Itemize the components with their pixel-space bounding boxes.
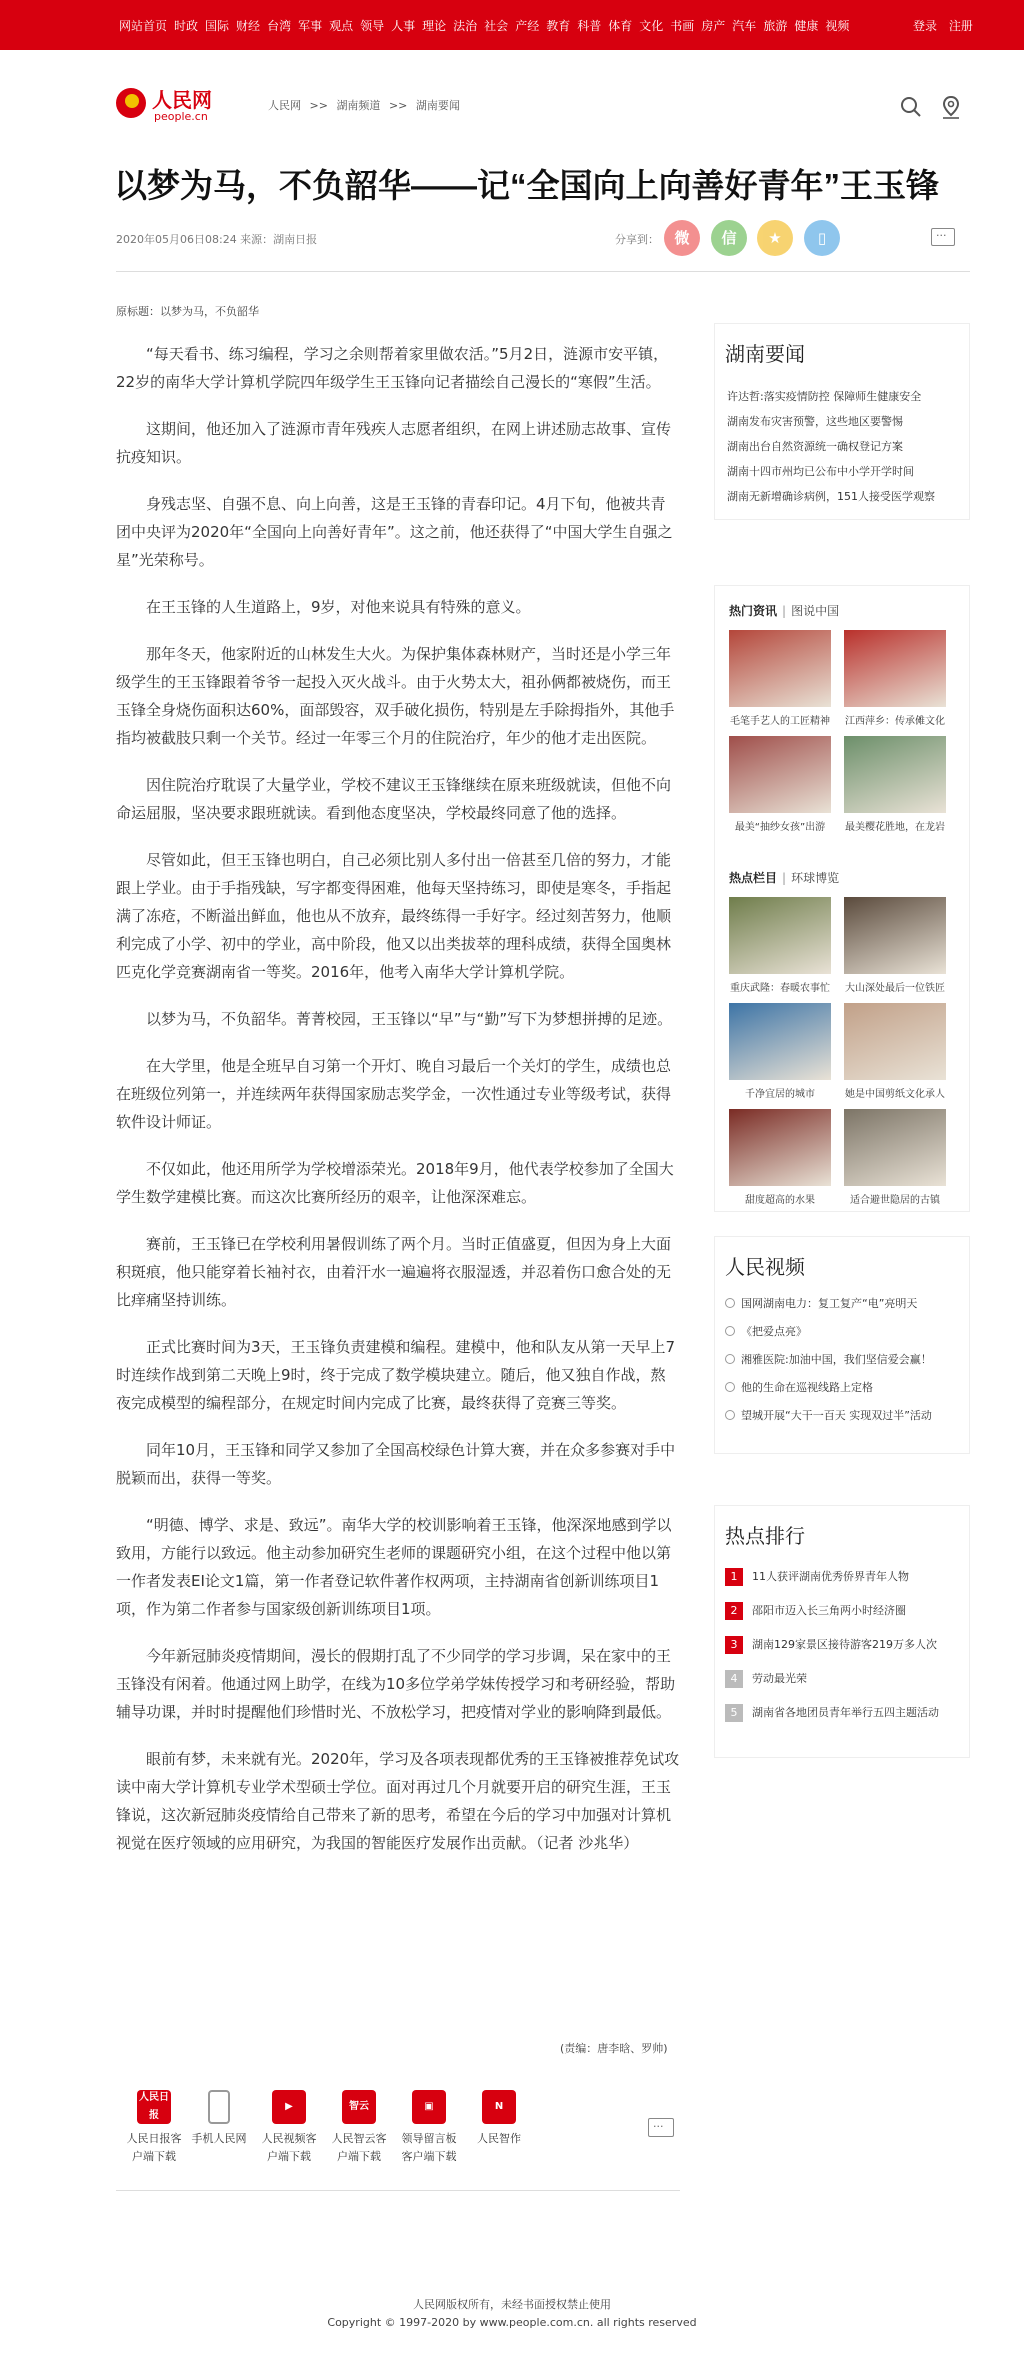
comment-icon[interactable]: [648, 2118, 674, 2137]
picture-item[interactable]: [844, 630, 946, 727]
location-icon[interactable]: [938, 94, 964, 120]
news-item[interactable]: 湖南无新增确诊病例，151人接受医学观察: [727, 490, 935, 503]
nav-link[interactable]: 社会: [484, 19, 509, 33]
app-icon: ▶: [272, 2090, 306, 2124]
article-paragraph: 以梦为马，不负韶华。菁菁校园，王玉锋以“早”与“勤”写下为梦想拼搏的足迹。: [146, 1010, 673, 1028]
tab-global-expo[interactable]: 环球博览: [791, 871, 840, 885]
top-nav-bar: [0, 0, 1024, 50]
copyright-notice: 人民网版权所有，未经书面授权禁止使用: [413, 2298, 611, 2311]
rank-item[interactable]: [715, 1594, 969, 1628]
app-label: 客户端下载: [401, 2150, 457, 2163]
video-item[interactable]: [715, 1374, 969, 1402]
article-paragraph: 这期间，他还加入了涟源市青年残疾人志愿者组织，在网上讲述励志故事、宣传抗疫知识。: [116, 420, 672, 466]
breadcrumb-separator: >>: [388, 99, 408, 112]
article-body: [116, 340, 680, 1876]
nav-link[interactable]: 文化: [639, 19, 664, 33]
app-label: 人民智云客: [331, 2132, 387, 2145]
rank-item-label: 劳动最光荣: [752, 1672, 807, 1685]
nav-link[interactable]: 时政: [174, 19, 199, 33]
play-circle-icon: [725, 1298, 735, 1308]
nav-link[interactable]: 教育: [546, 19, 571, 33]
article-paragraph: 那年冬天，他家附近的山林发生大火。为保护集体森林财产，当时还是小学三年级学生的王玉锋跟着爷爷一起投入灭火战斗。由于火势太大，祖孙俩都被烧伤，而王玉锋全身烧伤面积达60%，面部毁容，双手破化损伤，特别是左手除拇指外，其他手指均被截肢只剩一个关节。经过一年零三个月的住院治疗，年少的他才走出医院。: [116, 645, 675, 747]
thumbnail-image: [729, 630, 831, 707]
columns-tabs: 热点栏目 | 环球博览: [729, 871, 840, 885]
nav-link[interactable]: 财经: [236, 19, 261, 33]
share-wechat-icon[interactable]: 信: [711, 220, 747, 256]
share-label: 分享到：: [615, 233, 659, 246]
picture-item[interactable]: [844, 1109, 946, 1206]
nav-link[interactable]: 人事: [391, 19, 416, 33]
play-circle-icon: [725, 1410, 735, 1420]
nav-link[interactable]: 法治: [453, 19, 478, 33]
article-paragraph: 今年新冠肺炎疫情期间，漫长的假期打乱了不少同学的学习步调，呆在家中的王玉锋没有闲着。他通过网上助学，在线为10多位学弟学妹传授学习和考研经验，帮助辅导功课，并时时提醒他们珍惜时光、不放松学习，把疫情对学业的影响降到最低。: [116, 1647, 676, 1721]
nav-link[interactable]: 健康: [794, 19, 819, 33]
rank-item[interactable]: [715, 1560, 969, 1594]
article-paragraph: 身残志坚、自强不息、向上向善，这是王玉锋的青春印记。4月下旬，他被共青团中央评为2020年“全国向上向善好青年”。这之前，他还获得了“中国大学生自强之星”光荣称号。: [116, 495, 673, 569]
video-item[interactable]: [715, 1318, 969, 1346]
app-label: 人民智作: [477, 2132, 521, 2145]
app-download-link[interactable]: [188, 2090, 250, 2148]
thumbnail-image: [844, 1003, 946, 1080]
article-paragraph: “每天看书、练习编程，学习之余则帮着家里做农活。”5月2日，涟源市安平镇，22岁的南华大学计算机学院四年级学生王玉锋向记者描绘自己漫长的“寒假”生活。: [116, 345, 669, 391]
thumbnail-image: [729, 1003, 831, 1080]
thumbnail-caption: 甜度超高的水果: [745, 1195, 815, 1206]
app-label: 领导留言板: [401, 2132, 457, 2145]
app-label: 手机人民网: [191, 2132, 247, 2145]
thumbnail-caption: 大山深处最后一位铁匠: [845, 983, 945, 994]
video-item-label: 望城开展“大干一百天 实现双过半”活动: [741, 1409, 932, 1422]
rank-item[interactable]: [715, 1696, 969, 1730]
thumbnail-caption: 她是中国剪纸文化承人: [845, 1089, 945, 1100]
nav-link[interactable]: 台湾: [267, 19, 292, 33]
auth-links: [905, 17, 973, 34]
rank-item-label: 湖南129家景区接待游客219万多人次: [752, 1638, 937, 1651]
rank-number: 4: [725, 1670, 743, 1688]
people-video-box: [714, 1236, 970, 1454]
article-paragraph: 不仅如此，他还用所学为学校增添荣光。2018年9月，他代表学校参加了全国大学生数学建模比赛。而这次比赛所经历的艰辛，让他深深难忘。: [116, 1160, 674, 1206]
article-title: 以梦为马，不负韶华——记“全国向上向善好青年”王玉锋: [114, 167, 939, 204]
logo-mark-icon: [116, 88, 146, 118]
ranking-title: 热点排行: [725, 1524, 805, 1548]
app-label: 人民视频客: [261, 2132, 317, 2145]
tab-hot-columns[interactable]: 热点栏目: [729, 871, 778, 885]
original-title: 原标题：以梦为马，不负韶华: [116, 305, 259, 318]
breadcrumb: [268, 97, 465, 113]
thumbnail-image: [844, 1109, 946, 1186]
nav-link[interactable]: 科普: [577, 19, 602, 33]
app-download-link[interactable]: [123, 2090, 185, 2166]
video-item-label: 国网湖南电力：复工复产“电”亮明天: [741, 1297, 918, 1310]
hunan-news-title: 湖南要闻: [725, 342, 805, 366]
people-logo[interactable]: [116, 82, 228, 126]
app-icon: N: [482, 2090, 516, 2124]
app-icon: [208, 2090, 230, 2124]
thumbnail-caption: 适合避世隐居的古镇: [850, 1195, 940, 1206]
breadcrumb-section[interactable]: 湖南要闻: [415, 99, 460, 112]
hunan-news-box: [714, 323, 970, 520]
thumbnail-caption: 毛笔手艺人的工匠精神: [730, 716, 830, 727]
thumbnail-image: [729, 897, 831, 974]
nav-link[interactable]: 领导: [360, 19, 385, 33]
share-weibo-icon[interactable]: 微: [664, 220, 700, 256]
editor-credit: (责编：唐李晗、罗帅): [560, 2042, 668, 2055]
thumbnail-image: [844, 630, 946, 707]
article-paragraph: 正式比赛时间为3天，王玉锋负责建模和编程。建模中，他和队友从第一天早上7时连续作战到第二天晚上9时，终于完成了数学模块建立。随后，他又独自作战，熬夜完成模型的编程部分，在规定时间内完成了比赛，最终获得了竞赛三等奖。: [116, 1338, 676, 1412]
nav-link[interactable]: 房产: [701, 19, 726, 33]
comment-icon[interactable]: [931, 228, 955, 246]
thumbnail-caption: 最美“抽纱女孩”出游: [734, 822, 826, 833]
video-item-label: 湘雅医院:加油中国，我们坚信爱会赢！: [741, 1353, 932, 1366]
rank-item-label: 11人获评湖南优秀侨界青年人物: [752, 1570, 909, 1583]
app-icon: 智云: [342, 2090, 376, 2124]
picture-item[interactable]: [844, 1003, 946, 1100]
picture-item[interactable]: [844, 897, 946, 994]
app-label: 户端下载: [132, 2150, 176, 2163]
app-label: 户端下载: [337, 2150, 381, 2163]
article-paragraph: 同年10月，王玉锋和同学又参加了全国高校绿色计算大赛，并在众多参赛对手中脱颖而出，获得一等奖。: [116, 1441, 676, 1487]
thumbnail-caption: 江西萍乡：传承傩文化: [845, 716, 945, 727]
thumbnail-image: [729, 1109, 831, 1186]
news-item[interactable]: 许达哲:落实疫情防控 保障师生健康安全: [727, 390, 922, 403]
video-item[interactable]: [715, 1402, 969, 1430]
register-link[interactable]: 注册: [948, 19, 973, 33]
thumbnail-caption: 最美樱花胜地，在龙岩: [845, 822, 945, 833]
rank-item-label: 湖南省各地团员青年举行五四主题活动: [752, 1706, 939, 1719]
video-item-label: 他的生命在巡视线路上定格: [741, 1381, 873, 1394]
share-qzone-icon[interactable]: ★: [757, 220, 793, 256]
hot-tabs: 热门资讯 | 图说中国: [729, 604, 840, 618]
nav-link[interactable]: 书画: [670, 19, 695, 33]
picture-item[interactable]: [729, 630, 831, 727]
rank-number: 1: [725, 1568, 743, 1586]
copyright-line: Copyright © 1997-2020 by www.people.com.cn. all rights reserved: [327, 2316, 697, 2329]
app-download-link[interactable]: [258, 2090, 320, 2166]
divider: [116, 271, 970, 272]
article-paragraph: 在大学里，他是全班早自习第一个开灯、晚自习最后一个关灯的学生，成绩也总在班级位列第一，并连续两年获得国家励志奖学金，一次性通过专业等级考试，获得软件设计师证。: [116, 1057, 672, 1131]
news-item[interactable]: 湖南出台自然资源统一确权登记方案: [727, 440, 903, 453]
picture-item[interactable]: [729, 897, 831, 994]
app-download-link[interactable]: [468, 2090, 530, 2148]
nav-link[interactable]: 军事: [298, 19, 323, 33]
nav-link[interactable]: 体育: [608, 19, 633, 33]
news-item[interactable]: 湖南发布灾害预警，这些地区要警惕: [727, 415, 903, 428]
rank-number: 5: [725, 1704, 743, 1722]
share-mobile-icon[interactable]: ▯: [804, 220, 840, 256]
picture-item[interactable]: [844, 736, 946, 833]
rank-item[interactable]: [715, 1628, 969, 1662]
video-item[interactable]: [715, 1346, 969, 1374]
video-item[interactable]: [715, 1290, 969, 1318]
app-download-link[interactable]: [398, 2090, 460, 2166]
nav-link[interactable]: 理论: [422, 19, 447, 33]
news-item[interactable]: 湖南十四市州均已公布中小学开学时间: [727, 465, 914, 478]
thumbnail-image: [729, 736, 831, 813]
logo-domain: people.cn: [154, 110, 208, 123]
play-circle-icon: [725, 1382, 735, 1392]
play-circle-icon: [725, 1326, 735, 1336]
rank-item-label: 邵阳市迈入长三角两小时经济圈: [752, 1604, 906, 1617]
article-paragraph: “明德、博学、求是、致远”。南华大学的校训影响着王玉锋，他深深地感到学以致用，方能行以致远。他主动参加研究生老师的课题研究小组，在这个过程中他以第一作者发表EI论文1篇，第一作者登记软件著作权两项，主持湖南省创新训练项目1项，作为第二作者参与国家级创新训练项目1项。: [116, 1516, 672, 1618]
breadcrumb-separator: >>: [309, 99, 328, 112]
channel-links: [119, 17, 856, 34]
hot-ranking-box: [714, 1505, 970, 1758]
article-paragraph: 尽管如此，但王玉锋也明白，自己必须比别人多付出一倍甚至几倍的努力，才能跟上学业。由于手指残缺，写字都变得困难，他每天坚持练习，即使是寒冬，手指起满了冻疮，不断溢出鲜血，他也从不放弃，最终练得一手好字。经过刻苦努力，他顺利完成了小学、初中的学业，高中阶段，他又以出类拔萃的理科成绩，获得全国奥林匹克化学竞赛湖南省一等奖。2016年，他考入南华大学计算机学院。: [116, 851, 672, 981]
rank-number: 2: [725, 1602, 743, 1620]
nav-link[interactable]: 观点: [329, 19, 354, 33]
article-paragraph: 在王玉锋的人生道路上，9岁，对他来说具有特殊的意义。: [146, 598, 531, 616]
video-item-label: 《把爱点亮》: [741, 1325, 807, 1338]
breadcrumb-home[interactable]: 人民网: [268, 99, 301, 112]
video-box-title: 人民视频: [725, 1255, 805, 1279]
picture-item[interactable]: [729, 736, 831, 833]
nav-link[interactable]: 国际: [205, 19, 230, 33]
nav-link[interactable]: 旅游: [763, 19, 788, 33]
article-paragraph: 因住院治疗耽误了大量学业，学校不建议王玉锋继续在原来班级就读，但他不向命运屈服，坚决要求跟班就读。看到他态度坚决，学校最终同意了他的选择。: [116, 776, 672, 822]
nav-link[interactable]: 汽车: [732, 19, 757, 33]
app-label: 人民日报客: [126, 2132, 182, 2145]
thumbnail-image: [844, 897, 946, 974]
search-icon[interactable]: [898, 94, 924, 120]
app-label: 户端下载: [267, 2150, 311, 2163]
article-paragraph: 赛前，王玉锋已在学校利用暑假训练了两个月。当时正值盛夏，但因为身上大面积斑痕，他只能穿着长袖衬衣，由着汗水一遍遍将衣服湿透，并忍着伤口愈合处的无比痒痛坚持训练。: [116, 1235, 672, 1309]
thumbnail-image: [844, 736, 946, 813]
article-paragraph: 眼前有梦，未来就有光。2020年，学习及各项表现都优秀的王玉锋被推荐免试攻读中南大学计算机专业学术型硕士学位。面对再过几个月就要开启的研究生涯，王玉锋说，这次新冠肺炎疫情给自己带来了新的思考，希望在今后的学习中加强对计算机视觉在医疗领域的应用研究，为我国的智能医疗发展作出贡献。（记者 沙兆华）: [116, 1750, 680, 1852]
picture-item[interactable]: [729, 1003, 831, 1100]
login-link[interactable]: 登录: [913, 19, 938, 33]
hot-pictures-box: [714, 585, 970, 1212]
nav-link[interactable]: 网站首页: [119, 19, 168, 33]
breadcrumb-channel[interactable]: 湖南频道: [336, 99, 381, 112]
app-download-link[interactable]: [328, 2090, 390, 2166]
tab-hot-news[interactable]: 热门资讯: [729, 604, 778, 618]
thumbnail-caption: 重庆武隆：春暖农事忙: [730, 983, 830, 994]
nav-link[interactable]: 视频: [825, 19, 850, 33]
divider: [116, 2190, 680, 2191]
rank-item[interactable]: [715, 1662, 969, 1696]
app-downloads: [123, 2090, 543, 2180]
thumbnail-caption: 千净宜居的城市: [745, 1089, 815, 1100]
app-icon: 人民日报: [137, 2090, 171, 2124]
article-meta: 2020年05月06日08:24 来源：湖南日报: [116, 233, 318, 246]
tab-picture-china[interactable]: 图说中国: [791, 604, 840, 618]
rank-number: 3: [725, 1636, 743, 1654]
app-icon: ▣: [412, 2090, 446, 2124]
play-circle-icon: [725, 1354, 735, 1364]
nav-link[interactable]: 产经: [515, 19, 540, 33]
logo-text: 人民网: [152, 88, 212, 112]
picture-item[interactable]: [729, 1109, 831, 1206]
